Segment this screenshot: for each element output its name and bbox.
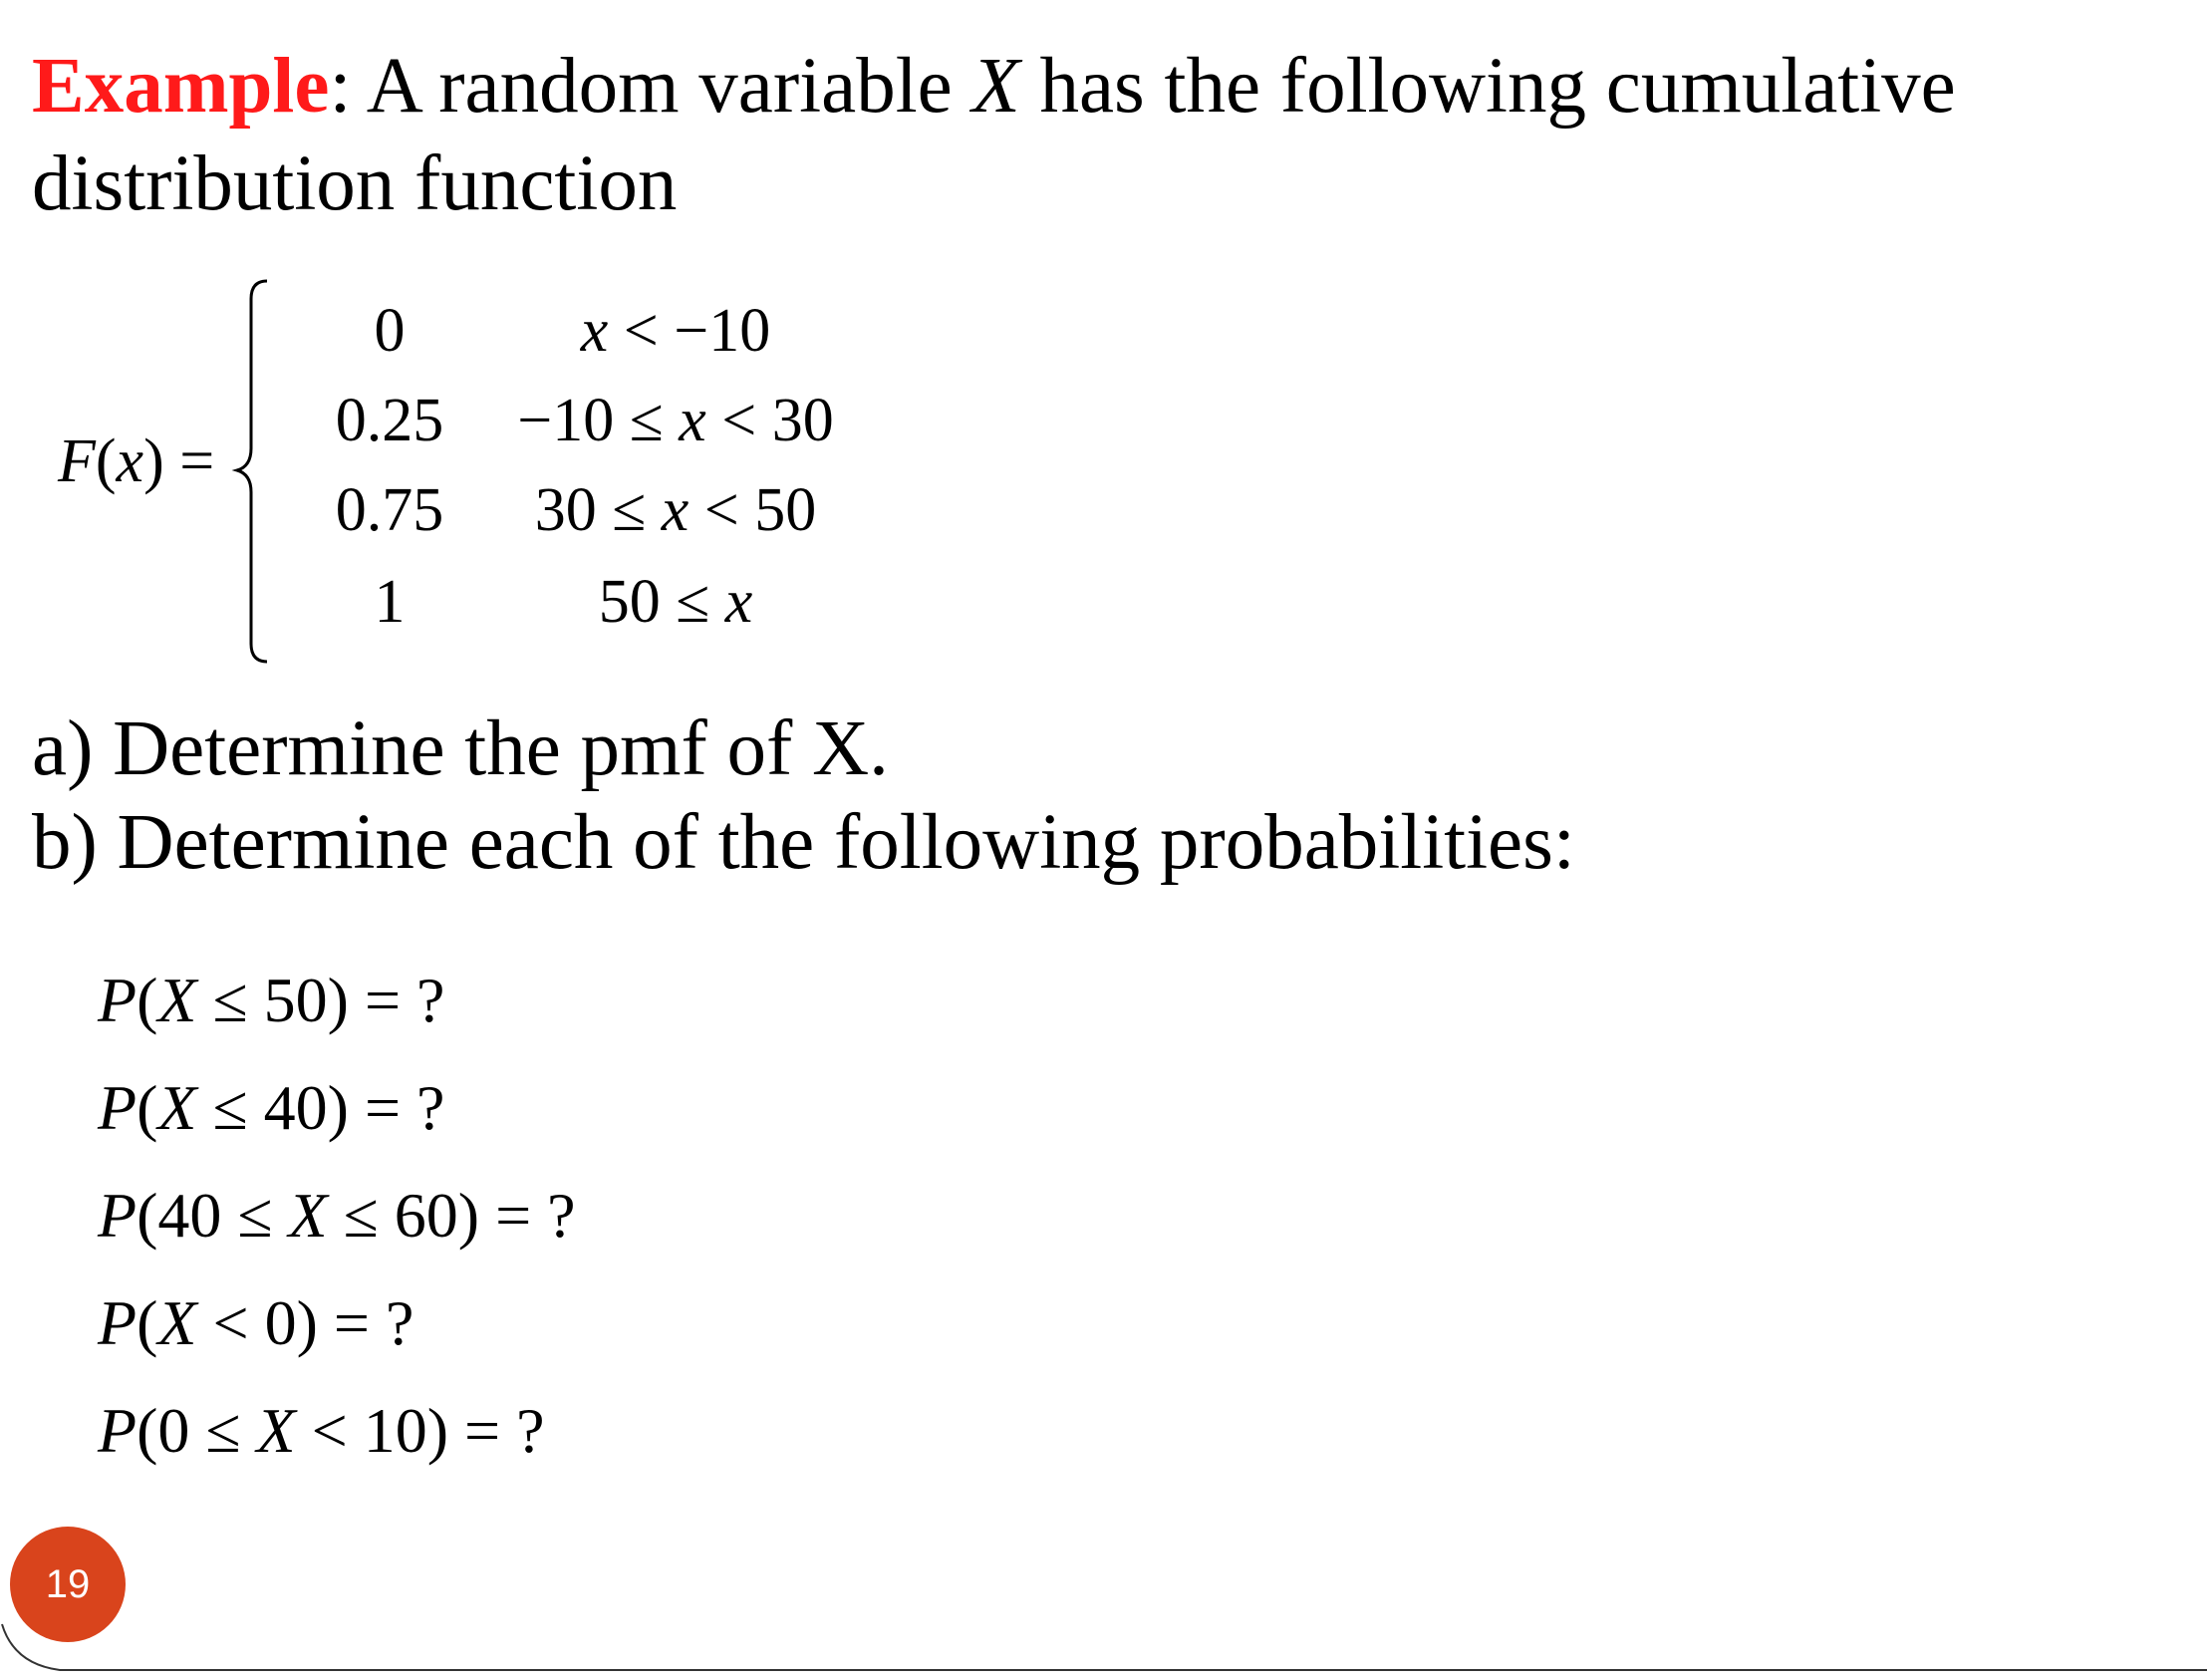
condition-part: −10 ≤ — [517, 387, 680, 454]
probability-part: ( — [137, 1287, 158, 1358]
probability-list — [98, 947, 576, 1485]
probability-item — [98, 1162, 576, 1269]
probability-part: < 0) = ? — [196, 1287, 414, 1358]
probability-part: ≤ 60) = ? — [327, 1180, 576, 1251]
condition-part: 50 ≤ — [598, 568, 725, 636]
probability-part: (0 ≤ — [137, 1395, 257, 1466]
cdf-case-value: 0.75 — [335, 476, 444, 544]
probability-part: P — [98, 1287, 138, 1358]
cdf-equals: = — [163, 427, 215, 495]
page-number-badge: 19 — [10, 1527, 126, 1642]
footer-curve — [0, 1495, 2207, 1680]
probability-part: (40 ≤ — [137, 1180, 289, 1251]
cdf-case-condition — [496, 470, 855, 550]
question-b: b) Determine each of the following probabilities: — [32, 799, 1575, 886]
probability-part: ( — [137, 1072, 158, 1143]
cdf-formula — [58, 271, 955, 670]
condition-part: x — [679, 387, 706, 454]
cdf-case-value: 1 — [374, 568, 406, 636]
probability-part: X — [157, 965, 197, 1035]
probability-part: X — [157, 1287, 197, 1358]
condition-part: < −10 — [608, 297, 771, 365]
probability-part: X — [288, 1180, 328, 1251]
cdf-open-paren: ( — [95, 427, 117, 495]
probability-item — [98, 947, 576, 1054]
cdf-argument: x — [116, 427, 144, 495]
condition-part: x — [580, 297, 609, 365]
example-keyword: Example — [32, 43, 330, 130]
probability-item — [98, 1377, 576, 1485]
condition-part: x — [724, 568, 753, 636]
probability-part: X — [157, 1072, 197, 1143]
probability-item — [98, 1269, 576, 1377]
random-variable-symbol: X — [971, 43, 1020, 130]
cdf-close-paren: ) — [143, 427, 164, 495]
probability-part: P — [98, 1180, 138, 1251]
probability-part: P — [98, 1072, 138, 1143]
condition-part: < 50 — [689, 476, 817, 544]
probability-part: X — [256, 1395, 296, 1466]
cdf-case-condition — [496, 291, 855, 371]
question-a: a) Determine the pmf of X. — [32, 705, 889, 792]
cdf-lhs — [58, 426, 214, 496]
condition-part: 30 ≤ — [534, 476, 662, 544]
intro-text-after: has the following cumulative distribution function — [32, 43, 1956, 227]
probability-part: ( — [137, 965, 158, 1035]
intro-colon: : — [329, 43, 352, 130]
cdf-case-value: 0.25 — [335, 387, 444, 454]
left-brace — [231, 277, 271, 666]
cdf-case-value: 0 — [374, 297, 406, 365]
probability-item — [98, 1054, 576, 1162]
cdf-case-condition — [496, 381, 855, 460]
intro-text-before: A random variable — [351, 43, 972, 130]
probability-part: ≤ 40) = ? — [196, 1072, 445, 1143]
questions — [32, 702, 1575, 890]
condition-part: x — [661, 476, 690, 544]
probability-part: P — [98, 1395, 138, 1466]
intro-paragraph — [32, 38, 2124, 233]
probability-part: < 10) = ? — [295, 1395, 545, 1466]
cdf-case-condition — [496, 562, 855, 642]
probability-part: P — [98, 965, 138, 1035]
condition-part: < 30 — [705, 387, 834, 454]
probability-part: ≤ 50) = ? — [196, 965, 445, 1035]
cdf-function-name: F — [58, 427, 96, 495]
